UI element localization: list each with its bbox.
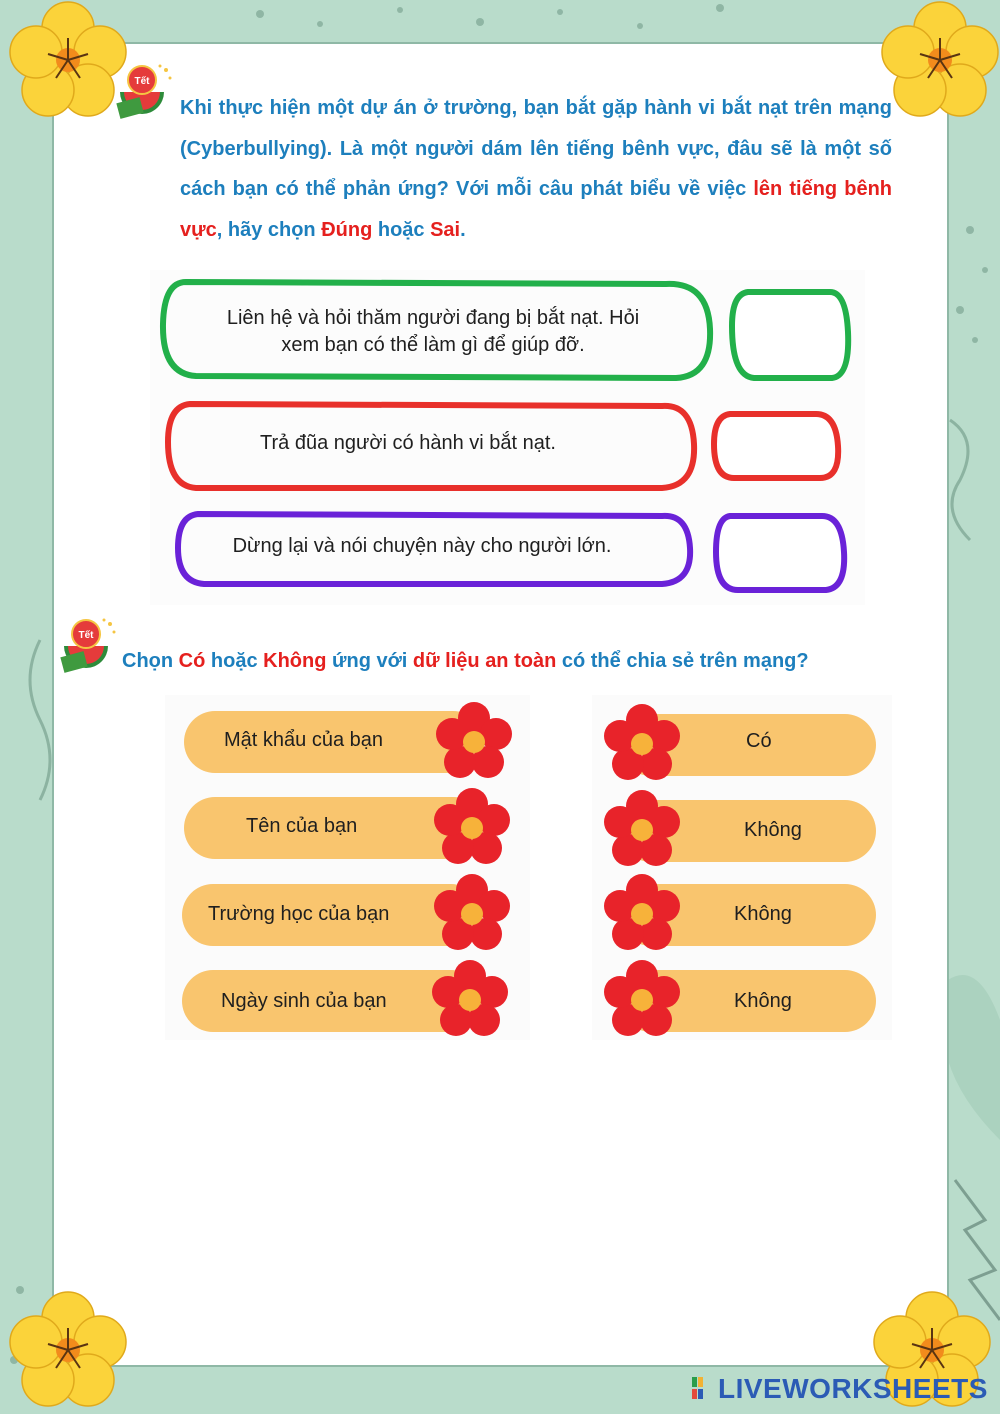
- statement-2-line-1: Trả đũa người có hành vi bắt nạt.: [260, 432, 556, 454]
- question-2-no-word: Không: [263, 650, 327, 672]
- red-flower-connector-icon[interactable]: [600, 872, 684, 956]
- tet-badge-label: Tết: [78, 630, 94, 641]
- right-item-label: Không: [734, 990, 792, 1012]
- right-item-label: Không: [744, 819, 802, 841]
- question-2-yes-word: Có: [178, 650, 206, 672]
- statement-3-text: [192, 533, 652, 560]
- liveworksheets-brand[interactable]: [692, 1374, 988, 1404]
- question-2-highlight: dữ liệu an toàn: [412, 650, 557, 672]
- tet-badge-label: Tết: [134, 76, 150, 87]
- left-item-label: Trường học của bạn: [208, 903, 390, 925]
- question-2-text: [122, 650, 942, 673]
- right-item-label: Không: [734, 903, 792, 925]
- left-item-label: Mật khẩu của bạn: [224, 729, 383, 751]
- corner-flower-icon: [880, 0, 1000, 120]
- tet-watermelon-icon: [58, 616, 120, 678]
- red-flower-connector-icon[interactable]: [430, 786, 514, 870]
- answer-box-3[interactable]: [710, 510, 852, 596]
- red-flower-connector-icon[interactable]: [600, 702, 684, 786]
- corner-flower-icon: [8, 1290, 128, 1410]
- statement-1-text: [178, 305, 688, 359]
- red-flower-connector-icon[interactable]: [430, 872, 514, 956]
- statement-1-line-2: xem bạn có thể làm gì để giúp đỡ.: [281, 334, 585, 356]
- answer-box-1[interactable]: [726, 286, 854, 384]
- question-1-highlight: lên tiếng bênh vực: [180, 178, 893, 241]
- statement-2-text: [178, 430, 638, 457]
- question-1-false-word: Sai: [430, 218, 461, 241]
- statement-3-line-1: Dừng lại và nói chuyện này cho người lớn.: [232, 535, 612, 557]
- red-flower-connector-icon[interactable]: [432, 700, 516, 784]
- corner-flower-icon: [8, 0, 128, 120]
- right-item-label: Có: [746, 730, 772, 752]
- red-flower-connector-icon[interactable]: [600, 958, 684, 1042]
- question-1-or: hoặc: [372, 218, 431, 241]
- question-1-middle: , hãy chọn: [216, 218, 322, 241]
- question-1-end: .: [460, 218, 466, 241]
- question-2-part-4: có thể chia sẻ trên mạng?: [556, 650, 809, 672]
- red-flower-connector-icon[interactable]: [600, 788, 684, 872]
- question-2-part-1: Chọn: [122, 650, 179, 672]
- question-1-text: [180, 88, 892, 250]
- question-2-part-3: ứng với: [326, 650, 413, 672]
- question-1-true-word: Đúng: [321, 218, 373, 241]
- liveworksheets-logo-icon: [692, 1377, 714, 1401]
- tet-watermelon-icon: [114, 62, 176, 124]
- answer-box-2[interactable]: [708, 408, 846, 484]
- brand-name: LIVEWORKSHEETS: [718, 1373, 988, 1404]
- question-2-part-2: hoặc: [205, 650, 264, 672]
- left-item-label: Ngày sinh của bạn: [221, 990, 387, 1012]
- statement-1-line-1: Liên hệ và hỏi thăm người đang bị bắt nạt. Hỏi: [226, 307, 640, 329]
- question-1-intro: Khi thực hiện một dự án ở trường, bạn bắt gặp hành vi bắt nạt trên mạng (Cyberbullying). Là một người dám lên tiếng bênh vực, đâu sẽ là một số cách bạn có thể phản ứng? Với mỗi câu phát biểu về việc: [180, 97, 892, 200]
- red-flower-connector-icon[interactable]: [428, 958, 512, 1042]
- left-item-label: Tên của bạn: [246, 815, 358, 837]
